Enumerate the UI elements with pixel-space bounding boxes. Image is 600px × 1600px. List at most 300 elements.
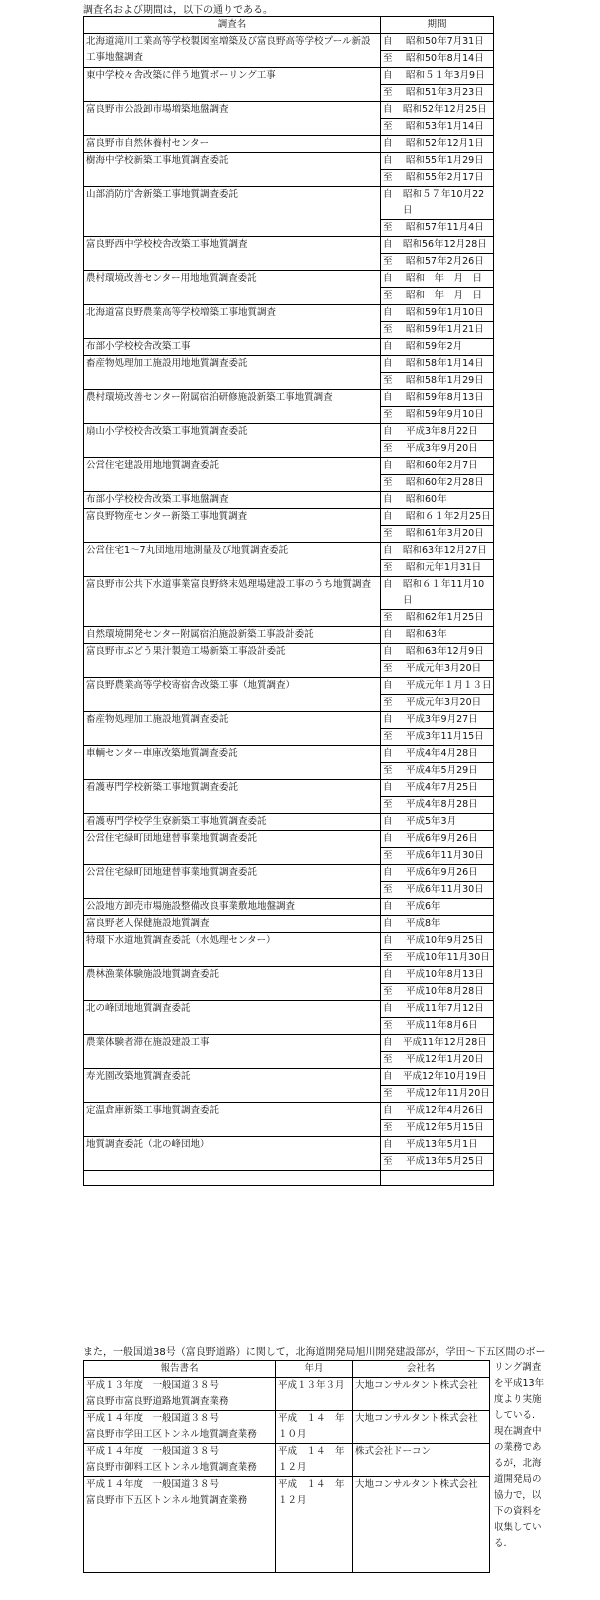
- survey-period: [381, 390, 494, 424]
- period-to: [381, 983, 493, 1000]
- survey-name: 特環下水道地質調査委託（水処理センター）: [84, 933, 381, 967]
- to-date: 昭和59年9月10日: [406, 409, 484, 420]
- from-date: 平成4年4月28日: [406, 748, 478, 759]
- from-date: 平成5年3月: [406, 816, 457, 827]
- survey-period: [381, 831, 494, 865]
- from-date: 昭和63年: [406, 629, 447, 640]
- to-date: 昭和51年3月23日: [406, 87, 484, 98]
- report-title-line2: 富良野市富良野道路地質調査業務: [86, 1396, 229, 1407]
- report-company: 株式会社ドーコン: [353, 1444, 490, 1477]
- survey-name: 東中学校々舎改築に伴う地質ボーリング工事: [84, 68, 381, 102]
- to-date: 昭和55年2月17日: [406, 172, 484, 183]
- from-label: 自: [383, 816, 393, 827]
- table-row: [84, 237, 494, 271]
- from-date: 昭和59年2月: [406, 341, 463, 352]
- to-date: 平成3年11月15日: [406, 731, 484, 742]
- period-to: [381, 84, 493, 101]
- survey-name: 看護専門学校新築工事地質調査委託: [84, 780, 381, 814]
- survey-period: [381, 543, 494, 577]
- period-from: [383, 424, 491, 440]
- to-label: 至: [383, 256, 393, 267]
- table-row: [84, 746, 494, 780]
- table-row: [84, 102, 494, 136]
- period-from: [383, 1035, 491, 1051]
- from-label: 自: [383, 358, 393, 369]
- period-from: [383, 356, 491, 372]
- survey-period: [381, 1069, 494, 1103]
- survey-name: 山部消防庁舎新築工事地質調査委託: [84, 187, 381, 237]
- period-from: [383, 831, 491, 847]
- survey-name: 公営住宅緑町団地建替事業地質調査委託: [84, 831, 381, 865]
- table-row: [84, 644, 494, 678]
- period-from: [383, 916, 491, 932]
- to-date: 平成3年9月20日: [406, 443, 478, 454]
- period-to: [381, 728, 493, 745]
- table-row: [84, 865, 494, 899]
- period-from: [383, 746, 491, 762]
- survey-name: 公設地方卸売市場施設整備改良事業敷地地盤調査: [84, 899, 381, 916]
- survey-period: [381, 424, 494, 458]
- survey-period: [381, 136, 494, 153]
- period-from: [383, 390, 491, 406]
- period-to: [381, 253, 493, 270]
- to-label: 至: [383, 172, 393, 183]
- from-label: 自: [383, 155, 393, 166]
- survey-period: [381, 1001, 494, 1035]
- from-label: 自: [383, 239, 393, 250]
- survey-period: [381, 1137, 494, 1171]
- to-label: 至: [383, 53, 393, 64]
- period-from: [383, 509, 491, 525]
- survey-period: [381, 899, 494, 916]
- survey-period: [381, 644, 494, 678]
- to-date: 平成10年8月28日: [406, 986, 484, 997]
- from-label: 自: [383, 629, 393, 640]
- period-from: [383, 1103, 491, 1119]
- period-to: [381, 287, 493, 304]
- header-report-title: 報告書名: [84, 1361, 276, 1378]
- to-date: 平成12年1月20日: [406, 1054, 484, 1065]
- to-label: 至: [383, 562, 393, 573]
- survey-table: [83, 16, 494, 1186]
- table-row: [84, 577, 494, 627]
- table-row: [84, 712, 494, 746]
- survey-period: [381, 509, 494, 543]
- intro-text: 調査名および期間は，以下の通りである。: [83, 5, 273, 16]
- period-to: [381, 118, 493, 135]
- period-from: [383, 577, 491, 609]
- survey-period: [381, 1103, 494, 1137]
- table-row: [84, 356, 494, 390]
- period-from: [383, 780, 491, 796]
- period-to: [381, 847, 493, 864]
- from-date: 昭和60年2月7日: [406, 460, 478, 471]
- side-note: [494, 1360, 552, 1552]
- to-label: 至: [383, 87, 393, 98]
- period-to: [381, 1153, 493, 1170]
- table-row: [84, 390, 494, 424]
- to-label: 至: [383, 1054, 393, 1065]
- to-date: 昭和62年1月25日: [406, 612, 484, 623]
- report-title-line2: 富良野市下五区トンネル地質調査業務: [86, 1495, 248, 1506]
- table-row: [84, 187, 494, 237]
- survey-name: 畜産物処理加工施設用地地質調査委託: [84, 356, 381, 390]
- report-table-header: [84, 1361, 490, 1378]
- from-label: 自: [383, 341, 393, 352]
- to-label: 至: [383, 1088, 393, 1099]
- section2-intro: また，一般国道38号（富良野道路）に関して，北海道開発局旭川開発建設部が，学田～下五区間のボー: [83, 1347, 546, 1358]
- from-date: 昭和52年12月25日: [403, 104, 487, 115]
- table-row: [84, 136, 494, 153]
- survey-name: 北海道滝川工業高等学校製図室増築及び富良野高等学校プール新設工事地盤調査: [84, 34, 381, 68]
- survey-name: 富良野西中学校校舎改築工事地質調査: [84, 237, 381, 271]
- from-date: 昭和59年1月10日: [406, 307, 484, 318]
- table-row: [84, 1035, 494, 1069]
- survey-period: [381, 678, 494, 712]
- table-row: [84, 305, 494, 339]
- survey-name: 寿光園改築地質調査委託: [84, 1069, 381, 1103]
- table-row: [84, 814, 494, 831]
- to-date: 昭和60年2月28日: [406, 477, 484, 488]
- period-to: [381, 1017, 493, 1034]
- period-from: [383, 153, 491, 169]
- survey-period: [381, 68, 494, 102]
- table-row: [84, 1103, 494, 1137]
- from-date: 平成12年4月26日: [406, 1105, 484, 1116]
- period-to: [381, 169, 493, 186]
- to-date: 昭和53年1月14日: [406, 121, 484, 132]
- period-from: [383, 187, 491, 219]
- to-date: 平成6年11月30日: [406, 884, 484, 895]
- period-from: [383, 967, 491, 983]
- to-label: 至: [383, 324, 393, 335]
- survey-period: [381, 967, 494, 1001]
- period-to: [381, 949, 493, 966]
- survey-name: 富良野農業高等学校寄宿舎改築工事（地質調査）: [84, 678, 381, 712]
- side-note-line: を平成13年: [494, 1378, 545, 1389]
- survey-period: [381, 356, 494, 390]
- from-label: 自: [383, 460, 393, 471]
- from-label: 自: [383, 918, 393, 929]
- from-date: 平成6年: [406, 901, 441, 912]
- period-to: [381, 559, 493, 576]
- header-survey-name: 調査名: [84, 17, 381, 34]
- to-label: 至: [383, 443, 393, 454]
- side-note-line: している.: [494, 1410, 536, 1421]
- to-label: 至: [383, 612, 393, 623]
- from-date: 平成3年9月27日: [406, 714, 478, 725]
- period-from: [383, 712, 491, 728]
- table-row: [84, 68, 494, 102]
- to-label: 至: [383, 731, 393, 742]
- period-from: [383, 34, 491, 50]
- report-title-line1: 平成１４年度 一般国道３８号: [86, 1446, 220, 1457]
- to-date: 昭和57年2月26日: [406, 256, 484, 267]
- from-date: 平成12年10月19日: [403, 1071, 487, 1082]
- from-date: 平成6年9月26日: [406, 833, 478, 844]
- survey-name: 公営住宅1～7丸団地用地測量及び地質調査委託: [84, 543, 381, 577]
- from-date: 平成8年: [406, 918, 441, 929]
- to-date: 昭和61年3月20日: [406, 528, 484, 539]
- survey-period: [381, 492, 494, 509]
- table-row: [84, 153, 494, 187]
- report-title: [84, 1411, 276, 1444]
- to-date: 平成4年8月28日: [406, 799, 478, 810]
- from-date: 昭和６１年11月10日: [403, 579, 485, 606]
- report-date: 平成 １４ 年 １０月: [276, 1411, 353, 1444]
- period-from: [383, 305, 491, 321]
- survey-name: 定温倉庫新築工事地質調査委託: [84, 1103, 381, 1137]
- side-note-line: 下の資料を: [494, 1506, 542, 1517]
- side-note-line: 度より実施: [494, 1394, 542, 1405]
- from-label: 自: [383, 36, 393, 47]
- survey-name: 公営住宅建設用地地質調査委託: [84, 458, 381, 492]
- period-from: [383, 865, 491, 881]
- period-to: [381, 609, 493, 626]
- to-label: 至: [383, 1156, 393, 1167]
- report-title-line2: 富良野市御料工区トンネル地質調査業務: [86, 1462, 257, 1473]
- period-to: [381, 474, 493, 491]
- from-label: 自: [383, 579, 393, 590]
- to-date: 昭和59年1月21日: [406, 324, 484, 335]
- period-from: [383, 68, 491, 84]
- survey-table-empty-row: [84, 1171, 494, 1186]
- period-to: [381, 525, 493, 542]
- period-from: [383, 1137, 491, 1153]
- period-to: [381, 1051, 493, 1068]
- to-date: 平成10年11月30日: [406, 952, 490, 963]
- survey-period: [381, 305, 494, 339]
- to-label: 至: [383, 884, 393, 895]
- period-from: [383, 814, 491, 830]
- survey-name: 樹海中学校新築工事地質調査委託: [84, 153, 381, 187]
- to-date: 昭和57年11月4日: [406, 222, 484, 233]
- table-row: [84, 34, 494, 68]
- to-date: 昭和58年1月29日: [406, 375, 484, 386]
- table-row: [84, 1001, 494, 1035]
- survey-name: 農業体験者滞在施設建設工事: [84, 1035, 381, 1069]
- to-label: 至: [383, 1122, 393, 1133]
- period-from: [383, 678, 491, 694]
- from-date: 平成13年5月1日: [406, 1139, 478, 1150]
- report-date: 平成 １４ 年 １２月: [276, 1477, 353, 1573]
- to-label: 至: [383, 528, 393, 539]
- report-title: [84, 1378, 276, 1411]
- from-label: 自: [383, 189, 393, 200]
- from-date: 平成10年9月25日: [406, 935, 484, 946]
- survey-period: [381, 458, 494, 492]
- period-from: [383, 627, 491, 643]
- table-row: [84, 509, 494, 543]
- table-row: [84, 1069, 494, 1103]
- period-from: [383, 102, 491, 118]
- from-date: 昭和６１年2月25日: [406, 511, 491, 522]
- survey-name: 富良野市公設卸市場増築地盤調査: [84, 102, 381, 136]
- table-row: [84, 933, 494, 967]
- from-label: 自: [383, 782, 393, 793]
- to-label: 至: [383, 121, 393, 132]
- table-row: [84, 916, 494, 933]
- report-date: 平成１３年３月: [276, 1378, 353, 1411]
- from-label: 自: [383, 714, 393, 725]
- period-to: [381, 50, 493, 67]
- period-from: [383, 136, 491, 152]
- table-row: [84, 271, 494, 305]
- from-date: 昭和63年12月27日: [403, 545, 487, 556]
- report-title-line1: 平成１３年度 一般国道３８号: [86, 1380, 220, 1391]
- from-date: 平成11年7月12日: [406, 1003, 484, 1014]
- side-note-line: る.: [494, 1538, 507, 1549]
- period-from: [383, 271, 491, 287]
- survey-name: 自然環境開発センター附属宿泊施設新築工事設計委託: [84, 627, 381, 644]
- report-company: 大地コンサルタント株式会社: [353, 1411, 490, 1444]
- to-date: 昭和元年1月31日: [406, 562, 482, 573]
- to-label: 至: [383, 799, 393, 810]
- to-date: 昭和 年 月 日: [406, 290, 483, 301]
- side-note-line: 協力で，以: [494, 1490, 542, 1501]
- from-label: 自: [383, 494, 393, 505]
- to-label: 至: [383, 850, 393, 861]
- table-row: [84, 831, 494, 865]
- period-from: [383, 1001, 491, 1017]
- from-date: 昭和59年8月13日: [406, 392, 484, 403]
- report-company: 大地コンサルタント株式会社: [353, 1378, 490, 1411]
- from-date: 昭和 年 月 日: [406, 273, 483, 284]
- from-date: 平成3年8月22日: [406, 426, 478, 437]
- from-label: 自: [383, 545, 393, 556]
- period-from: [383, 644, 491, 660]
- survey-period: [381, 746, 494, 780]
- survey-period: [381, 237, 494, 271]
- survey-name: 富良野老人保健施設地質調査: [84, 916, 381, 933]
- to-label: 至: [383, 765, 393, 776]
- to-label: 至: [383, 663, 393, 674]
- survey-period: [381, 153, 494, 187]
- report-title: [84, 1477, 276, 1573]
- table-row: [84, 492, 494, 509]
- table-row: [84, 678, 494, 712]
- to-date: 平成11年8月6日: [406, 1020, 478, 1031]
- period-to: [381, 219, 493, 236]
- report-company: 大地コンサルタント株式会社: [353, 1477, 490, 1573]
- table-row: [84, 1444, 490, 1477]
- survey-name: 富良野市自然休養村センター: [84, 136, 381, 153]
- table-row: [84, 1137, 494, 1171]
- from-label: 自: [383, 748, 393, 759]
- from-label: 自: [383, 511, 393, 522]
- from-label: 自: [383, 1071, 393, 1082]
- from-date: 昭和56年12月28日: [403, 239, 487, 250]
- side-note-line: るが，北海: [494, 1458, 542, 1469]
- period-from: [383, 1069, 491, 1085]
- from-label: 自: [383, 1037, 393, 1048]
- survey-name: 扇山小学校校舎改築工事地質調査委託: [84, 424, 381, 458]
- survey-name: 富良野市公共下水道事業富良野終末処理場建設工事のうち地質調査: [84, 577, 381, 627]
- table-row: [84, 1411, 490, 1444]
- from-date: 昭和52年12月1日: [406, 138, 484, 149]
- report-title-line2: 富良野市学田工区トンネル地質調査業務: [86, 1429, 257, 1440]
- survey-period: [381, 865, 494, 899]
- side-note-line: リング調査: [494, 1362, 542, 1373]
- from-label: 自: [383, 1105, 393, 1116]
- survey-name: 北海道富良野農業高等学校増築工事地質調査: [84, 305, 381, 339]
- survey-period: [381, 933, 494, 967]
- from-label: 自: [383, 1003, 393, 1014]
- survey-period: [381, 814, 494, 831]
- to-label: 至: [383, 409, 393, 420]
- survey-period: [381, 577, 494, 627]
- from-label: 自: [383, 104, 393, 115]
- survey-name: 布部小学校校舎改築工事地盤調査: [84, 492, 381, 509]
- from-date: 昭和50年7月31日: [406, 36, 484, 47]
- from-label: 自: [383, 307, 393, 318]
- period-to: [381, 321, 493, 338]
- period-from: [383, 899, 491, 915]
- report-title-line1: 平成１４年度 一般国道３８号: [86, 1479, 220, 1490]
- side-note-line: 現在調査中: [494, 1426, 542, 1437]
- survey-period: [381, 627, 494, 644]
- side-note-line: の業務であ: [494, 1442, 542, 1453]
- period-to: [381, 694, 493, 711]
- to-label: 至: [383, 697, 393, 708]
- period-to: [381, 796, 493, 813]
- from-label: 自: [383, 680, 393, 691]
- report-table: [83, 1360, 490, 1573]
- survey-name: 北の峰団地地質調査委託: [84, 1001, 381, 1035]
- report-title-line1: 平成１４年度 一般国道３８号: [86, 1413, 220, 1424]
- survey-period: [381, 102, 494, 136]
- from-label: 自: [383, 138, 393, 149]
- survey-period: [381, 916, 494, 933]
- period-to: [381, 372, 493, 389]
- survey-period: [381, 712, 494, 746]
- period-to: [381, 1119, 493, 1136]
- from-label: 自: [383, 867, 393, 878]
- to-label: 至: [383, 986, 393, 997]
- to-date: 平成元年3月20日: [406, 697, 482, 708]
- from-label: 自: [383, 1139, 393, 1150]
- survey-name: 看護専門学校学生寮新築工事地質調査委託: [84, 814, 381, 831]
- period-from: [383, 933, 491, 949]
- from-label: 自: [383, 70, 393, 81]
- from-date: 平成元年１月１３日: [406, 680, 492, 691]
- survey-period: [381, 34, 494, 68]
- period-from: [383, 458, 491, 474]
- period-to: [381, 406, 493, 423]
- survey-name: 地質調査委託（北の峰団地）: [84, 1137, 381, 1171]
- to-date: 平成12年11月20日: [406, 1088, 490, 1099]
- survey-name: 布部小学校校舎改築工事: [84, 339, 381, 356]
- side-note-line: 収集してい: [494, 1522, 542, 1533]
- from-label: 自: [383, 833, 393, 844]
- header-report-company: 会社名: [353, 1361, 490, 1378]
- to-date: 昭和50年8月14日: [406, 53, 484, 64]
- survey-name: 農村環境改善センター附属宿泊研修施設新築工事地質調査: [84, 390, 381, 424]
- table-row: [84, 424, 494, 458]
- report-title: [84, 1444, 276, 1477]
- table-row: [84, 967, 494, 1001]
- header-period: 期間: [381, 17, 494, 34]
- from-label: 自: [383, 646, 393, 657]
- to-date: 平成13年5月25日: [406, 1156, 484, 1167]
- to-label: 至: [383, 1020, 393, 1031]
- period-to: [381, 762, 493, 779]
- survey-name: 富良野物産センター新築工事地質調査: [84, 509, 381, 543]
- survey-name: 公営住宅緑町団地建替事業地質調査委託: [84, 865, 381, 899]
- period-to: [381, 660, 493, 677]
- period-to: [381, 1085, 493, 1102]
- from-date: 昭和60年: [406, 494, 447, 505]
